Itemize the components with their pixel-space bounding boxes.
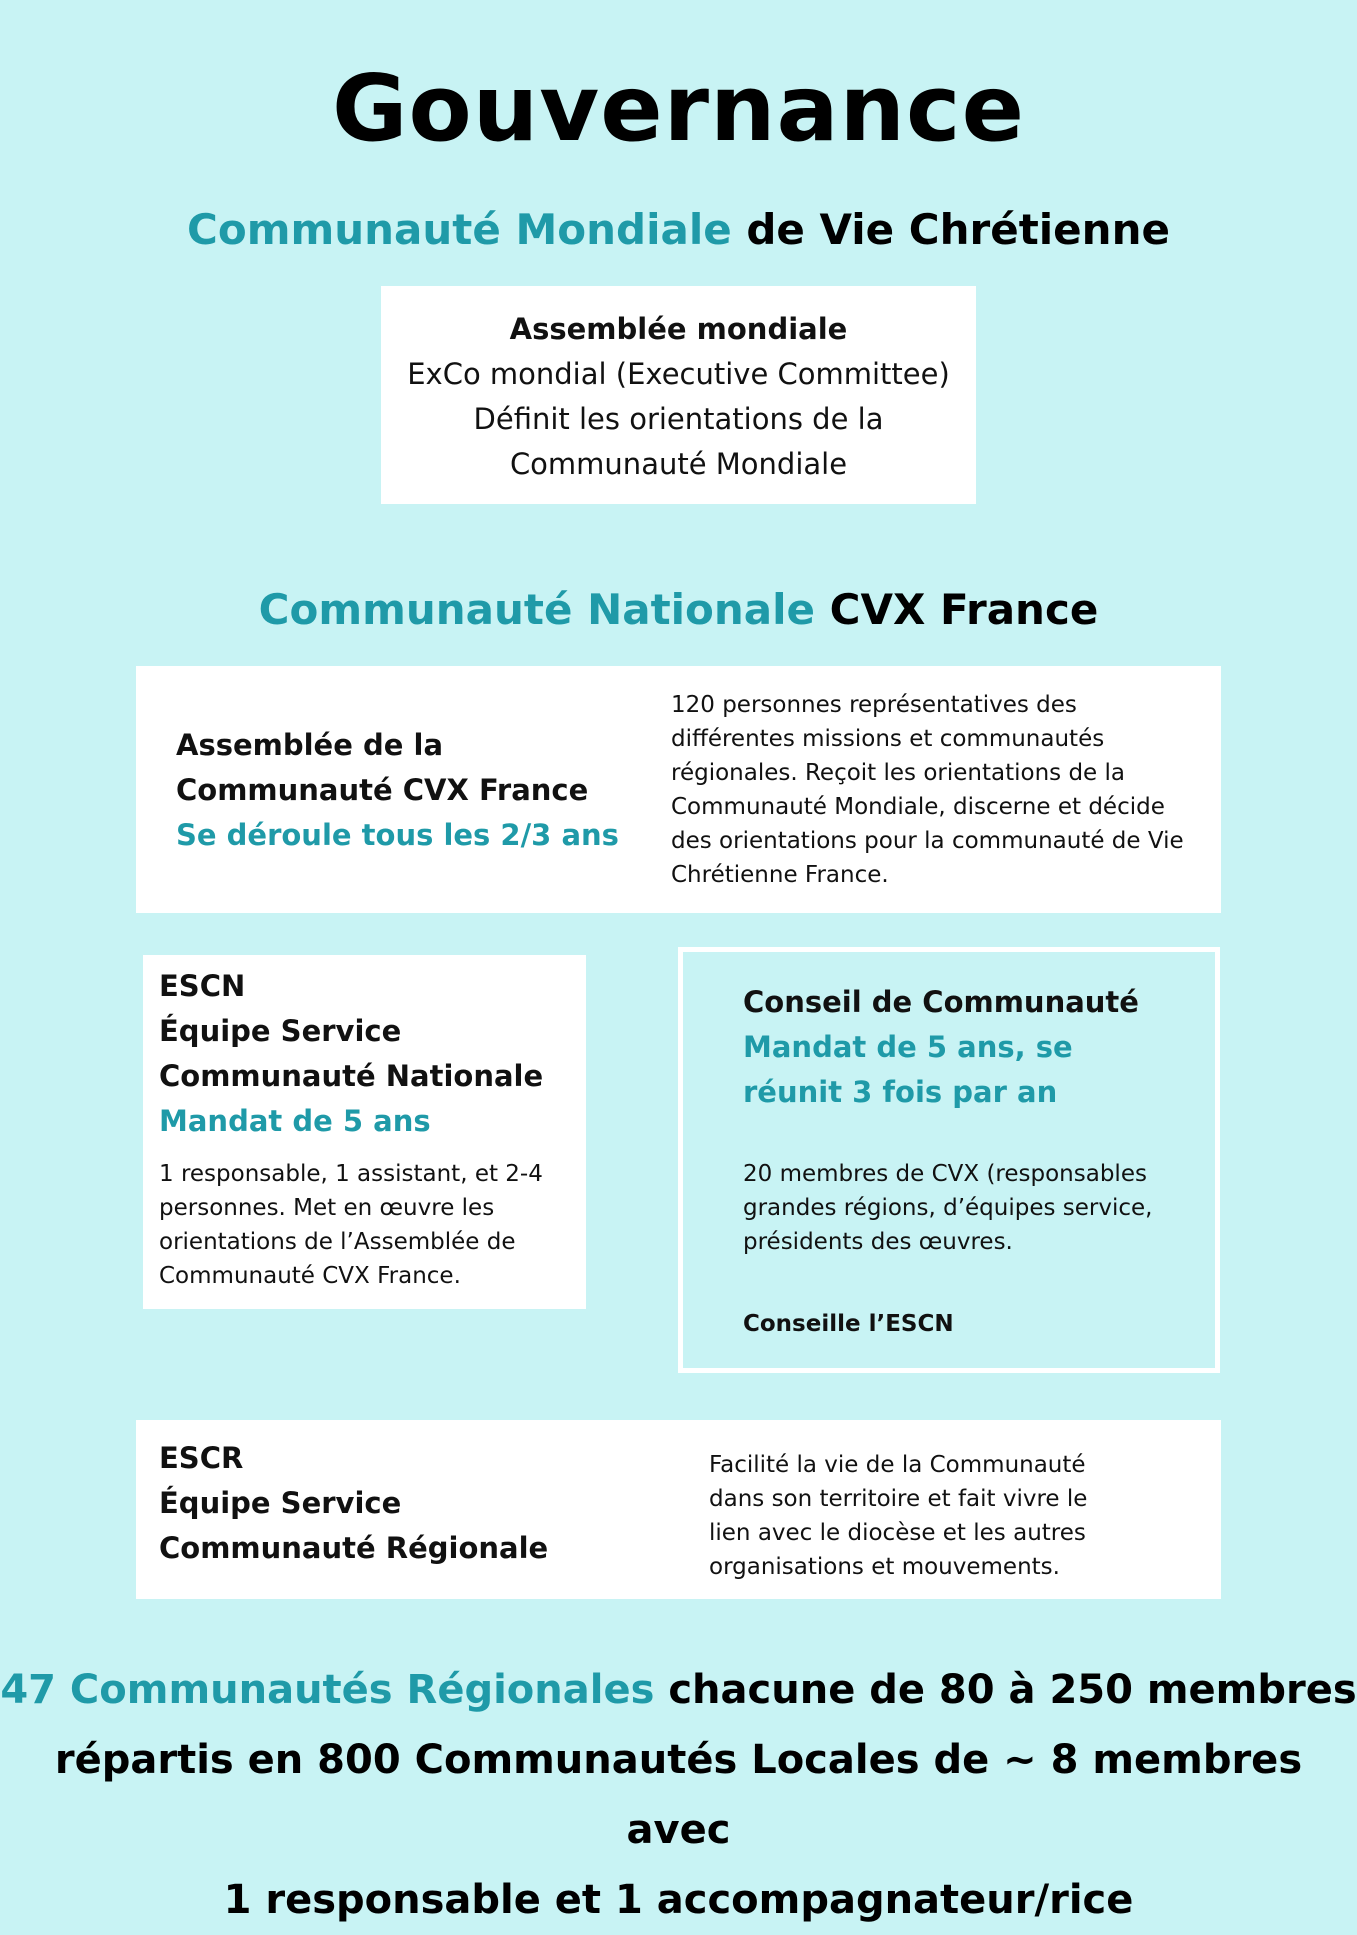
conseil-mandate: réunit 3 fois par an bbox=[743, 1075, 1058, 1109]
description-line: 120 personnes représentatives des bbox=[671, 692, 1077, 718]
conseil-description bbox=[743, 1157, 1203, 1259]
assemblee-cvx-description bbox=[671, 688, 1211, 892]
title-line: Communauté CVX France bbox=[176, 773, 589, 807]
escn-box bbox=[143, 955, 586, 1309]
section-heading-mondiale bbox=[0, 205, 1357, 254]
footer-line1-rest: chacune de 80 à 250 membres bbox=[668, 1667, 1357, 1713]
escn-title bbox=[159, 964, 579, 1144]
description-line: lien avec le diocèse et les autres bbox=[709, 1520, 1086, 1546]
assemblee-cvx-title bbox=[176, 723, 656, 858]
escr-description bbox=[709, 1448, 1209, 1584]
assemblee-cvx-box bbox=[136, 666, 1221, 913]
description-line: des orientations pour la communauté de Vie bbox=[671, 828, 1184, 854]
description-line: Chrétienne France. bbox=[671, 862, 889, 888]
heading-rest: CVX France bbox=[829, 585, 1099, 634]
description-line: organisations et mouvements. bbox=[709, 1554, 1060, 1580]
heading-highlight: Communauté Mondiale bbox=[187, 205, 732, 254]
footer-summary bbox=[0, 1655, 1357, 1935]
title-line: ESCR bbox=[159, 1441, 244, 1475]
title-line: Conseil de Communauté bbox=[743, 985, 1139, 1019]
footer-line: 1 responsable et 1 accompagnateur/rice bbox=[223, 1877, 1134, 1923]
conseil-note: Conseille l’ESCN bbox=[743, 1311, 954, 1337]
escn-description bbox=[159, 1157, 579, 1293]
title-line: Équipe Service bbox=[159, 1014, 402, 1048]
conseil-mandate: Mandat de 5 ans, se bbox=[743, 1030, 1073, 1064]
escn-mandate: Mandat de 5 ans bbox=[159, 1104, 431, 1138]
box-line: Définit les orientations de la bbox=[473, 402, 884, 436]
box-line: ExCo mondial (Executive Committee) bbox=[407, 357, 950, 391]
conseil-title bbox=[743, 980, 1203, 1115]
box-line: Communauté Mondiale bbox=[509, 447, 848, 481]
assemblee-frequency: Se déroule tous les 2/3 ans bbox=[176, 818, 619, 852]
description-line: différentes missions et communautés bbox=[671, 726, 1105, 752]
description-line: 20 membres de CVX (responsables bbox=[743, 1161, 1147, 1187]
page-title: Gouvernance bbox=[332, 55, 1025, 162]
heading-highlight: Communauté Nationale bbox=[258, 585, 816, 634]
title-line: Assemblée de la bbox=[176, 728, 444, 762]
description-line: 1 responsable, 1 assistant, et 2-4 bbox=[159, 1161, 543, 1187]
title-line: Équipe Service bbox=[159, 1486, 402, 1520]
description-line: grandes régions, d’équipes service, bbox=[743, 1195, 1153, 1221]
description-line: régionales. Reçoit les orientations de la bbox=[671, 760, 1126, 786]
escr-box bbox=[136, 1420, 1221, 1599]
description-line: orientations de l’Assemblée de bbox=[159, 1229, 516, 1255]
description-line: présidents des œuvres. bbox=[743, 1229, 1013, 1255]
description-line: Communauté CVX France. bbox=[159, 1263, 461, 1289]
assemblee-mondiale-box bbox=[381, 286, 976, 504]
footer-line: répartis en 800 Communautés Locales de ~ 8 membres avec bbox=[54, 1737, 1303, 1853]
title-line: Communauté Nationale bbox=[159, 1059, 544, 1093]
footer-highlight: 47 Communautés Régionales bbox=[0, 1667, 655, 1713]
description-line: personnes. Met en œuvre les bbox=[159, 1195, 495, 1221]
box-title: Assemblée mondiale bbox=[509, 312, 848, 346]
section-heading-nationale bbox=[0, 585, 1357, 634]
title-line: Communauté Régionale bbox=[159, 1531, 549, 1565]
title-line: ESCN bbox=[159, 969, 246, 1003]
footer-line bbox=[0, 1655, 1357, 1725]
description-line: dans son territoire et fait vivre le bbox=[709, 1486, 1088, 1512]
description-line: Facilité la vie de la Communauté bbox=[709, 1452, 1086, 1478]
description-line: Communauté Mondiale, discerne et décide bbox=[671, 794, 1165, 820]
heading-rest: de Vie Chrétienne bbox=[746, 205, 1170, 254]
conseil-box bbox=[678, 947, 1220, 1373]
escr-title bbox=[159, 1436, 679, 1571]
